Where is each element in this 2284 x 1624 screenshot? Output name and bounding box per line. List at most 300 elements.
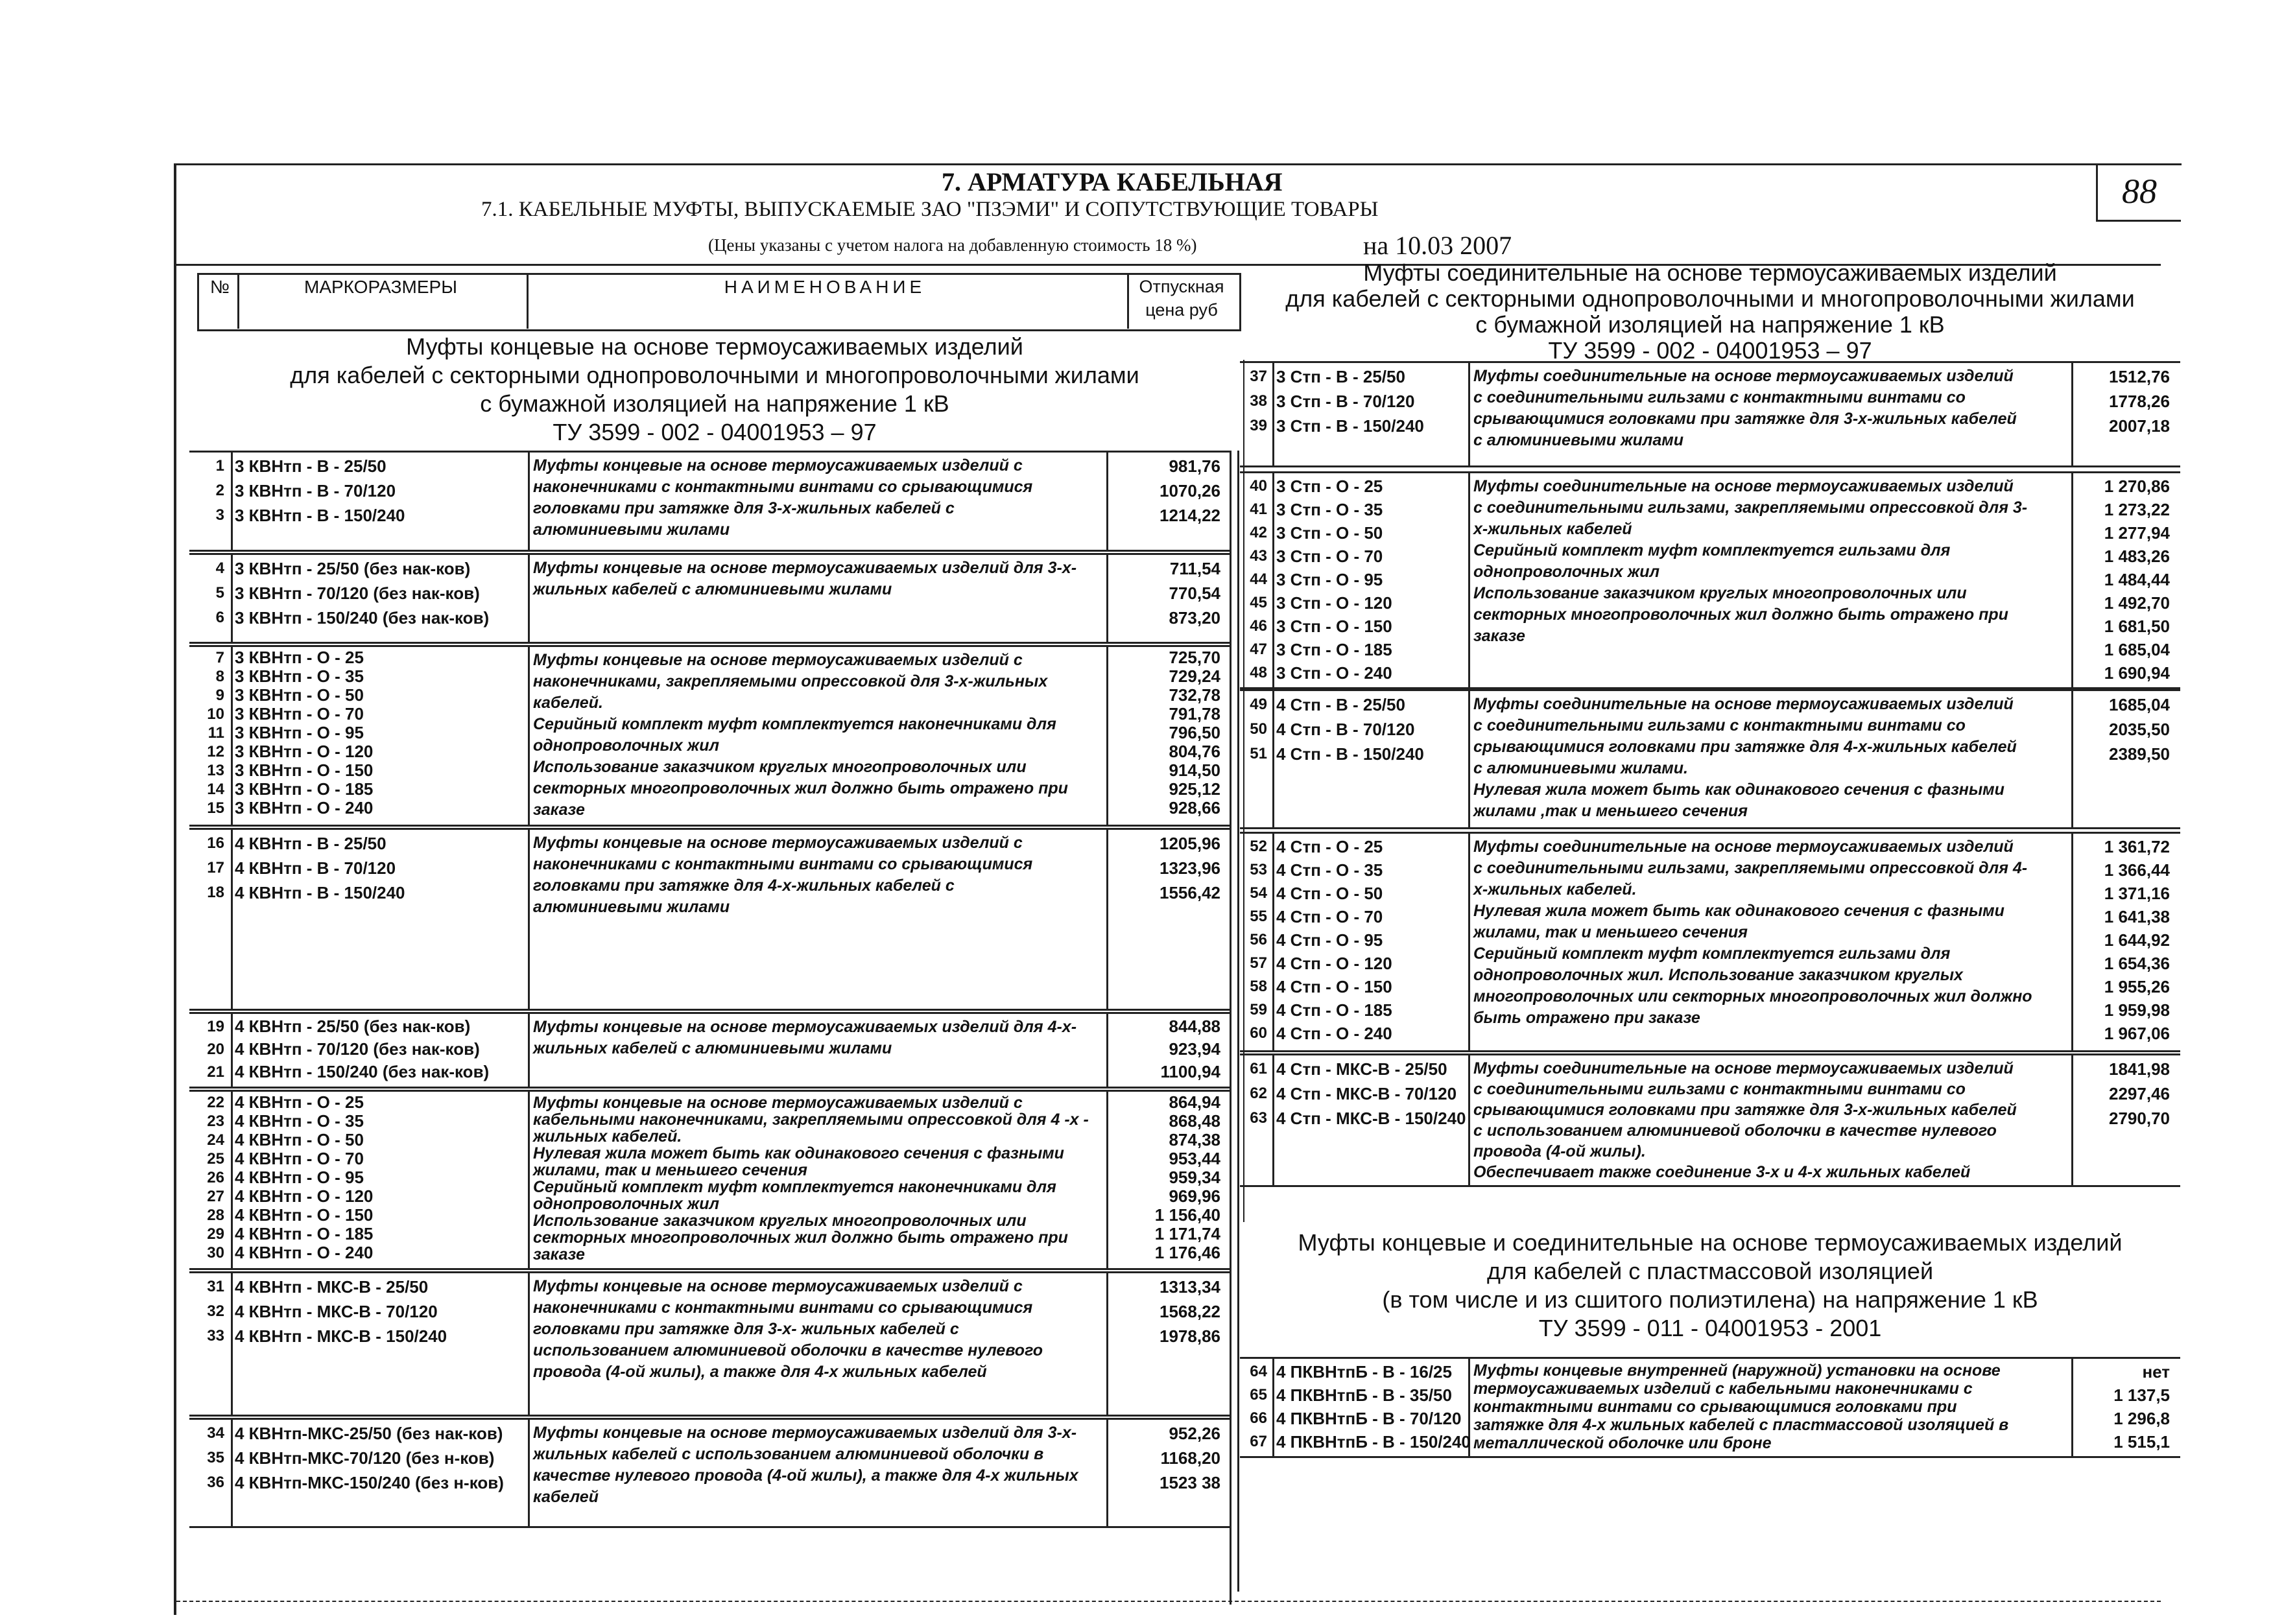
row-number: 1 [215, 457, 224, 475]
row-mark: 3 Стп - О - 120 [1276, 593, 1392, 613]
row-price: 1100,94 [1160, 1062, 1220, 1081]
description-line: с соединительными гильзами, закрепляемыми опрессовкой для 3- [1473, 499, 2028, 517]
row-number: 60 [1250, 1024, 1267, 1042]
row-price: 2297,46 [2109, 1084, 2170, 1103]
description-line: Муфты концевые на основе термоусаживаемых изделий с [533, 651, 1023, 669]
row-number: 33 [207, 1327, 224, 1345]
right-group-1-prices [2075, 475, 2170, 685]
row-number: 23 [207, 1112, 224, 1130]
row-number: 22 [207, 1094, 224, 1111]
description-line: срывающимися головками при затяжке для 3-х-жильных кабелей [1473, 410, 2017, 428]
right1-heading-line2: для кабелей с секторными однопроволочными и многопроволочными жилами [1285, 285, 2135, 312]
row-mark: 3 КВНтп - О - 120 [235, 742, 374, 761]
description-line: Нулевая жила может быть как одинакового сечения с фазными [1473, 781, 2004, 799]
left-group-6-sep-1 [528, 1273, 530, 1415]
description-line: однопроволочных жил [533, 1195, 720, 1213]
row-number: 49 [1250, 696, 1267, 713]
row-price: 770,54 [1169, 583, 1220, 603]
right-group-2 [1240, 689, 2180, 829]
left-group-5-nums [189, 1093, 224, 1262]
description-line: Муфты соединительные на основе термоусаживаемых изделий [1473, 695, 2014, 713]
description-line: с соединительными гильзами, закрепляемыми опрессовкой для 4- [1473, 859, 2028, 877]
row-number: 14 [207, 781, 224, 798]
description-line: использованием алюминиевой оболочки в качестве нулевого [533, 1341, 1043, 1359]
row-price: 1841,98 [2109, 1059, 2170, 1079]
description-line: многопроволочных или секторных многопроволочных жил должно [1473, 987, 2032, 1006]
row-mark: 4 КВНтп - О - 95 [235, 1168, 364, 1187]
row-price: 1 955,26 [2104, 977, 2170, 996]
right-group-0-sep-2 [2071, 363, 2073, 465]
right-group-5-sep-0 [1272, 1359, 1274, 1456]
right-group-1-marks [1276, 475, 1471, 685]
row-number: 34 [207, 1424, 224, 1442]
row-mark: 4 Стп - МКС-В - 70/120 [1276, 1084, 1457, 1103]
row-price: 1 641,38 [2104, 907, 2170, 926]
right-group-4-description [1473, 1058, 2064, 1183]
description-line: затяжке для 4-х жильных кабелей с пластмассовой изоляцией в [1473, 1416, 2009, 1434]
row-mark: 4 КВНтп - О - 120 [235, 1186, 374, 1206]
right-group-4-marks [1276, 1057, 1471, 1131]
row-mark: 3 Стп - О - 70 [1276, 547, 1383, 566]
row-price: 2035,50 [2109, 720, 2170, 739]
description-line: жильных кабелей. [533, 1127, 682, 1146]
row-mark: 3 Стп - О - 185 [1276, 640, 1392, 659]
row-number: 6 [215, 609, 224, 626]
left-group-4 [189, 1012, 1231, 1089]
left-group-5-sep-2 [1106, 1092, 1108, 1268]
row-price: 804,76 [1169, 742, 1220, 761]
row-price: 1 492,70 [2104, 593, 2170, 613]
row-price: 1 685,04 [2104, 640, 2170, 659]
row-price: 928,66 [1169, 798, 1220, 818]
row-price: 1 654,36 [2104, 954, 2170, 973]
right-group-0-description [1473, 366, 2064, 451]
row-mark: 3 КВНтп - 70/120 (без нак-ков) [235, 583, 480, 603]
row-number: 51 [1250, 745, 1267, 762]
row-mark: 3 КВНтп - О - 25 [235, 648, 364, 667]
right-group-4 [1240, 1053, 2180, 1187]
section-title: 7. АРМАТУРА КАБЕЛЬНАЯ [942, 167, 1283, 196]
row-mark: 3 Стп - В - 25/50 [1276, 367, 1405, 386]
col-num: № [209, 277, 230, 297]
right1-heading-line4: ТУ 3599 - 002 - 04001953 – 97 [1548, 337, 1872, 364]
row-mark: 4 КВНтп-МКС-25/50 (без нак-ков) [235, 1424, 503, 1443]
row-mark: 4 КВНтп - В - 150/240 [235, 883, 405, 902]
row-mark: 4 Стп - О - 240 [1276, 1024, 1392, 1043]
description-line: с алюминиевыми жилами. [1473, 759, 1688, 777]
row-number: 66 [1250, 1409, 1267, 1427]
row-number: 27 [207, 1188, 224, 1205]
right-group-2-description [1473, 694, 2064, 822]
description-line: Муфты концевые на основе термоусаживаемых изделий для 3-х- [533, 559, 1077, 577]
right2-heading-line2: для кабелей с пластмассовой изоляцией [1486, 1258, 1934, 1284]
description-line: х-жильных кабелей [1473, 520, 1632, 538]
right-group-0-nums [1240, 364, 1267, 438]
left-heading-line2: для кабелей с секторными однопроволочными и многопроволочными жилами [290, 362, 1139, 388]
prices-note: (Цены указаны с учетом налога на добавленную стоимость 18 %) [708, 235, 1197, 255]
row-mark: 3 Стп - О - 150 [1276, 617, 1392, 636]
row-number: 44 [1250, 571, 1267, 588]
description-line: Муфты концевые на основе термоусаживаемых изделий с [533, 1094, 1023, 1112]
row-price: нет [2142, 1362, 2170, 1382]
left-group-0-sep-1 [528, 453, 530, 550]
description-line: секторных многопроволочных жил должно быть отражено при [533, 1229, 1068, 1247]
description-line: с соединительными гильзами с контактными винтами со [1473, 388, 1966, 406]
description-line: заказе [533, 801, 585, 819]
left-group-5-marks [235, 1093, 514, 1262]
row-number: 45 [1250, 594, 1267, 611]
description-line: алюминиевыми жилами [533, 521, 730, 539]
description-line: Использование заказчиком круглых многопроволочных или [1473, 584, 1967, 602]
row-number: 43 [1250, 547, 1267, 565]
left-group-3-prices [1110, 831, 1220, 905]
description-line: Муфты концевые на основе термоусаживаемых изделий для 4-х- [533, 1018, 1077, 1036]
left-group-7-nums [189, 1421, 224, 1495]
description-line: качестве нулевого провода (4-ой жилы), а также для 4-х жильных [533, 1466, 1078, 1485]
row-mark: 4 Стп - О - 120 [1276, 954, 1392, 973]
row-price: 914,50 [1169, 760, 1220, 780]
description-line: контактными винтами со срывающимися головками при [1473, 1398, 1957, 1416]
row-price: 1512,76 [2109, 367, 2170, 386]
row-price: 981,76 [1169, 456, 1220, 476]
row-number: 64 [1250, 1363, 1267, 1380]
row-number: 24 [207, 1131, 224, 1149]
row-number: 30 [207, 1244, 224, 1262]
left-group-3-description [533, 832, 1104, 918]
right-group-3 [1240, 832, 2180, 1052]
right-group-1 [1240, 471, 2180, 689]
row-price: 1556,42 [1160, 883, 1220, 902]
col-mark: МАРКОРАЗМЕРЫ [304, 277, 457, 297]
left-group-2-sep-2 [1106, 647, 1108, 825]
left-heading-line3: с бумажной изоляцией на напряжение 1 кВ [480, 390, 949, 417]
row-price: 725,70 [1169, 648, 1220, 667]
row-price: 1 484,44 [2104, 570, 2170, 589]
right-group-1-nums [1240, 475, 1267, 685]
description-line: жильных кабелей с алюминиевыми жилами [533, 1039, 892, 1057]
row-price: 868,48 [1169, 1111, 1220, 1131]
description-line: кабелей [533, 1488, 599, 1506]
left-group-1-description [533, 558, 1104, 600]
row-number: 28 [207, 1206, 224, 1224]
row-price: 1323,96 [1160, 858, 1220, 878]
row-mark: 4 Стп - О - 25 [1276, 837, 1383, 856]
description-line: однопроволочных жил [1473, 563, 1660, 581]
description-line: головками при затяжке для 3-х-жильных кабелей с [533, 499, 955, 517]
description-line: срывающимися головками при затяжке для 3-х-жильных кабелей [1473, 1101, 2017, 1119]
row-price: 1 371,16 [2104, 884, 2170, 903]
left-heading-line4: ТУ 3599 - 002 - 04001953 – 97 [553, 419, 877, 445]
row-number: 12 [207, 743, 224, 760]
left-group-7-marks [235, 1421, 514, 1495]
description-line: однопроволочных жил [533, 736, 720, 755]
right-group-2-nums [1240, 692, 1267, 766]
left-group-2-sep-1 [528, 647, 530, 825]
description-line: Муфты соединительные на основе термоусаживаемых изделий [1473, 477, 2014, 495]
description-line: с соединительными гильзами с контактными винтами со [1473, 716, 1966, 735]
left-group-5-prices [1110, 1093, 1220, 1262]
row-mark: 4 Стп - МКС-В - 150/240 [1276, 1109, 1466, 1128]
description-line: секторных многопроволочных жил должно быть отражено при [533, 779, 1068, 797]
left-group-3-marks [235, 831, 514, 905]
row-number: 17 [207, 859, 224, 877]
left-group-0-sep-0 [231, 453, 233, 550]
left-section-heading [196, 333, 1233, 447]
row-number: 57 [1250, 954, 1267, 972]
right-group-2-prices [2075, 692, 2170, 766]
row-number: 16 [207, 834, 224, 852]
right-group-3-sep-2 [2071, 834, 2073, 1050]
row-mark: 3 КВНтп - О - 185 [235, 779, 374, 799]
row-price: 1 967,06 [2104, 1024, 2170, 1043]
right-group-4-nums [1240, 1057, 1267, 1131]
row-mark: 4 Стп - О - 185 [1276, 1000, 1392, 1020]
row-number: 36 [207, 1474, 224, 1491]
row-number: 9 [215, 687, 224, 704]
description-line: кабельными наконечниками, закрепляемыми опрессовкой для 4 -х - [533, 1111, 1089, 1129]
description-line: с соединительными гильзами с контактными винтами со [1473, 1080, 1966, 1098]
row-price: 1 644,92 [2104, 930, 2170, 950]
row-number: 42 [1250, 524, 1267, 541]
left-group-4-description [533, 1017, 1104, 1059]
col-name: НАИМЕНОВАНИЕ [724, 277, 926, 297]
description-line: с использованием алюминиевой оболочки в качестве нулевого [1473, 1122, 1997, 1140]
row-price: 1 690,94 [2104, 663, 2170, 683]
left-group-3-sep-0 [231, 830, 233, 1009]
description-line: Нулевая жила может быть как одинакового сечения с фазными [1473, 902, 2004, 920]
right-group-2-marks [1276, 692, 1471, 766]
right-group-4-sep-0 [1272, 1055, 1274, 1185]
description-line: Муфты концевые на основе термоусаживаемых изделий для 3-х- [533, 1424, 1077, 1442]
description-line: Муфты соединительные на основе термоусаживаемых изделий [1473, 1059, 2014, 1077]
right-group-3-sep-0 [1272, 834, 1274, 1050]
row-number: 52 [1250, 838, 1267, 855]
row-price: 1313,34 [1160, 1277, 1220, 1297]
description-line: провода (4-ой жилы), а также для 4-х жильных кабелей [533, 1363, 987, 1381]
row-mark: 4 Стп - В - 150/240 [1276, 744, 1424, 764]
row-price: 969,96 [1169, 1186, 1220, 1206]
right-group-4-prices [2075, 1057, 2170, 1131]
row-number: 29 [207, 1225, 224, 1243]
left-group-2-nums [189, 648, 224, 818]
row-number: 3 [215, 506, 224, 524]
row-price: 2790,70 [2109, 1109, 2170, 1128]
row-price: 1778,26 [2109, 392, 2170, 411]
row-price: 952,26 [1169, 1424, 1220, 1443]
row-number: 2 [215, 482, 224, 499]
row-price: 1 681,50 [2104, 617, 2170, 636]
row-number: 13 [207, 762, 224, 779]
row-mark: 3 КВНтп - О - 50 [235, 685, 364, 705]
row-mark: 4 КВНтп - В - 70/120 [235, 858, 396, 878]
row-mark: 3 КВНтп - В - 150/240 [235, 506, 405, 525]
description-line: Муфты соединительные на основе термоусаживаемых изделий [1473, 367, 2014, 385]
row-price: 1205,96 [1160, 834, 1220, 853]
row-price: 732,78 [1169, 685, 1220, 705]
row-mark: 4 КВНтп - О - 25 [235, 1092, 364, 1112]
description-line: однопроволочных жил. Использование заказчиком круглых [1473, 966, 1963, 984]
row-mark: 3 КВНтп - О - 150 [235, 760, 374, 780]
left-group-1-sep-2 [1106, 555, 1108, 642]
row-mark: 4 КВНтп - О - 70 [235, 1149, 364, 1168]
row-price: 1 361,72 [2104, 837, 2170, 856]
row-number: 41 [1250, 500, 1267, 518]
row-number: 46 [1250, 617, 1267, 635]
left-group-2-marks [235, 648, 514, 818]
row-number: 62 [1250, 1085, 1267, 1102]
left-group-0-nums [189, 454, 224, 528]
left-group-6-nums [189, 1275, 224, 1348]
row-mark: 4 КВНтп - О - 50 [235, 1130, 364, 1149]
col-price-1: Отпускная [1139, 277, 1224, 296]
row-mark: 4 КВНтп - 25/50 (без нак-ков) [235, 1017, 471, 1036]
row-mark: 4 Стп - МКС-В - 25/50 [1276, 1059, 1447, 1079]
row-price: 1168,20 [1160, 1448, 1220, 1468]
description-line: жилами ,так и меньшего сечения [1473, 802, 1748, 820]
row-price: 1 137,5 [2113, 1385, 2170, 1405]
row-mark: 3 КВНтп - В - 70/120 [235, 481, 396, 500]
description-line: Серийный комплект муфт комплектуется гильзами для [1473, 541, 1951, 559]
description-line: головками при затяжке для 4-х-жильных кабелей с [533, 877, 955, 895]
row-mark: 4 КВНтп - МКС-В - 150/240 [235, 1326, 447, 1346]
description-line: жильных кабелей с алюминиевыми жилами [533, 580, 892, 598]
page-number: 88 [2122, 172, 2157, 211]
right-section2-heading [1240, 1229, 2180, 1343]
left-group-4-sep-2 [1106, 1014, 1108, 1087]
description-line: жилами, так и меньшего сечения [533, 1161, 807, 1179]
row-price: 1 959,98 [2104, 1000, 2170, 1020]
row-number: 54 [1250, 884, 1267, 902]
row-price: 873,20 [1169, 608, 1220, 628]
right-group-2-sep-0 [1272, 691, 1274, 827]
row-number: 11 [208, 724, 224, 742]
row-number: 39 [1250, 417, 1267, 434]
row-number: 48 [1250, 664, 1267, 681]
left-group-6 [189, 1271, 1231, 1417]
right-group-3-description [1473, 836, 2064, 1029]
row-mark: 4 КВНтп - О - 35 [235, 1111, 364, 1131]
row-number: 26 [207, 1169, 224, 1186]
left-group-2-sep-0 [231, 647, 233, 825]
left-group-7-prices [1110, 1421, 1220, 1495]
right-group-1-description [1473, 476, 2064, 647]
row-mark: 4 Стп - В - 70/120 [1276, 720, 1415, 739]
row-number: 19 [207, 1018, 224, 1035]
row-mark: 3 КВНтп - О - 35 [235, 666, 364, 686]
row-price: 1685,04 [2109, 695, 2170, 714]
date-label: на 10.03 2007 [1363, 231, 1512, 260]
description-line: кабелей. [533, 694, 603, 712]
right-group-1-sep-0 [1272, 473, 1274, 687]
left-group-6-marks [235, 1275, 514, 1348]
left-group-7-sep-2 [1106, 1420, 1108, 1526]
right-group-2-sep-2 [2071, 691, 2073, 827]
row-mark: 4 Стп - О - 35 [1276, 860, 1383, 880]
row-price: 1 171,74 [1154, 1224, 1220, 1243]
right-group-5-prices [2075, 1360, 2170, 1453]
description-line: срывающимися головками при затяжке для 4-х-жильных кабелей [1473, 738, 2017, 756]
row-price: 2389,50 [2109, 744, 2170, 764]
left-group-7-sep-1 [528, 1420, 530, 1526]
left-group-0-description [533, 455, 1104, 541]
row-price: 1523 38 [1160, 1473, 1220, 1492]
row-number: 56 [1250, 931, 1267, 948]
left-group-4-nums [189, 1015, 224, 1083]
description-line: наконечниками, закрепляемыми опрессовкой для 3-х-жильных [533, 672, 1048, 690]
row-mark: 3 Стп - О - 35 [1276, 500, 1383, 519]
right-group-5-description [1473, 1361, 2064, 1452]
left-group-1-prices [1110, 556, 1220, 630]
left-group-0-marks [235, 454, 514, 528]
row-price: 1568,22 [1160, 1302, 1220, 1321]
row-price: 1 277,94 [2104, 523, 2170, 543]
right-group-3-nums [1240, 835, 1267, 1045]
left-group-5 [189, 1090, 1231, 1270]
row-price: 874,38 [1169, 1130, 1220, 1149]
right1-heading-line1: Муфты соединительные на основе термоусаживаемых изделий [1363, 259, 2057, 286]
description-line: Муфты концевые на основе термоусаживаемых изделий с [533, 1277, 1023, 1295]
row-price: 953,44 [1169, 1149, 1220, 1168]
left-group-7-sep-0 [231, 1420, 233, 1526]
row-mark: 3 КВНтп - О - 70 [235, 704, 364, 724]
left-group-7 [189, 1418, 1231, 1528]
description-line: наконечниками с контактными винтами со срывающимися [533, 478, 1033, 496]
left-group-1-nums [189, 556, 224, 630]
right-group-0 [1240, 361, 2180, 467]
description-line: Использование заказчиком круглых многопроволочных или [533, 758, 1027, 776]
row-number: 25 [207, 1150, 224, 1168]
row-price: 1 483,26 [2104, 547, 2170, 566]
row-mark: 4 КВНтп - О - 240 [235, 1243, 374, 1262]
row-mark: 4 КВНтп-МКС-150/240 (без н-ков) [235, 1473, 504, 1492]
row-mark: 4 КВНтп-МКС-70/120 (без н-ков) [235, 1448, 495, 1468]
description-line: Муфты концевые на основе термоусаживаемых изделий с [533, 456, 1023, 475]
row-price: 923,94 [1169, 1039, 1220, 1059]
left-group-1 [189, 553, 1231, 644]
right-group-5-nums [1240, 1360, 1267, 1453]
row-mark: 4 Стп - В - 25/50 [1276, 695, 1405, 714]
left-group-4-sep-1 [528, 1014, 530, 1087]
left-group-5-sep-0 [231, 1092, 233, 1268]
description-line: Серийный комплект муфт комплектуется гильзами для [1473, 945, 1951, 963]
left-group-4-marks [235, 1015, 514, 1083]
description-line: Нулевая жила может быть как одинакового сечения с фазными [533, 1144, 1064, 1162]
left-group-3-sep-1 [528, 830, 530, 1009]
row-mark: 3 КВНтп - 25/50 (без нак-ков) [235, 559, 471, 578]
row-number: 40 [1250, 477, 1267, 495]
right-group-3-marks [1276, 835, 1471, 1045]
left-group-5-description [533, 1094, 1104, 1263]
description-line: наконечниками с контактными винтами со срывающимися [533, 855, 1033, 873]
row-mark: 4 КВНтп - 150/240 (без нак-ков) [235, 1062, 490, 1081]
left-group-6-sep-0 [231, 1273, 233, 1415]
right-group-3-prices [2075, 835, 2170, 1045]
left-group-0-sep-2 [1106, 453, 1108, 550]
description-line: быть отражено при заказе [1473, 1009, 1700, 1027]
right2-heading-line1: Муфты концевые и соединительные на основе термоусаживаемых изделий [1298, 1229, 2123, 1256]
row-number: 32 [207, 1302, 224, 1320]
description-line: жилами, так и меньшего сечения [1473, 923, 1748, 941]
row-price: 1 176,46 [1154, 1243, 1220, 1262]
right-group-4-sep-2 [2071, 1055, 2073, 1185]
row-mark: 3 Стп - О - 95 [1276, 570, 1383, 589]
row-number: 7 [215, 649, 224, 666]
row-price: 1 273,22 [2104, 500, 2170, 519]
row-mark: 4 Стп - О - 150 [1276, 977, 1392, 996]
right-group-0-sep-0 [1272, 363, 1274, 465]
left-group-2-prices [1110, 648, 1220, 818]
row-mark: 4 ПКВНтпБ - В - 16/25 [1276, 1362, 1452, 1382]
